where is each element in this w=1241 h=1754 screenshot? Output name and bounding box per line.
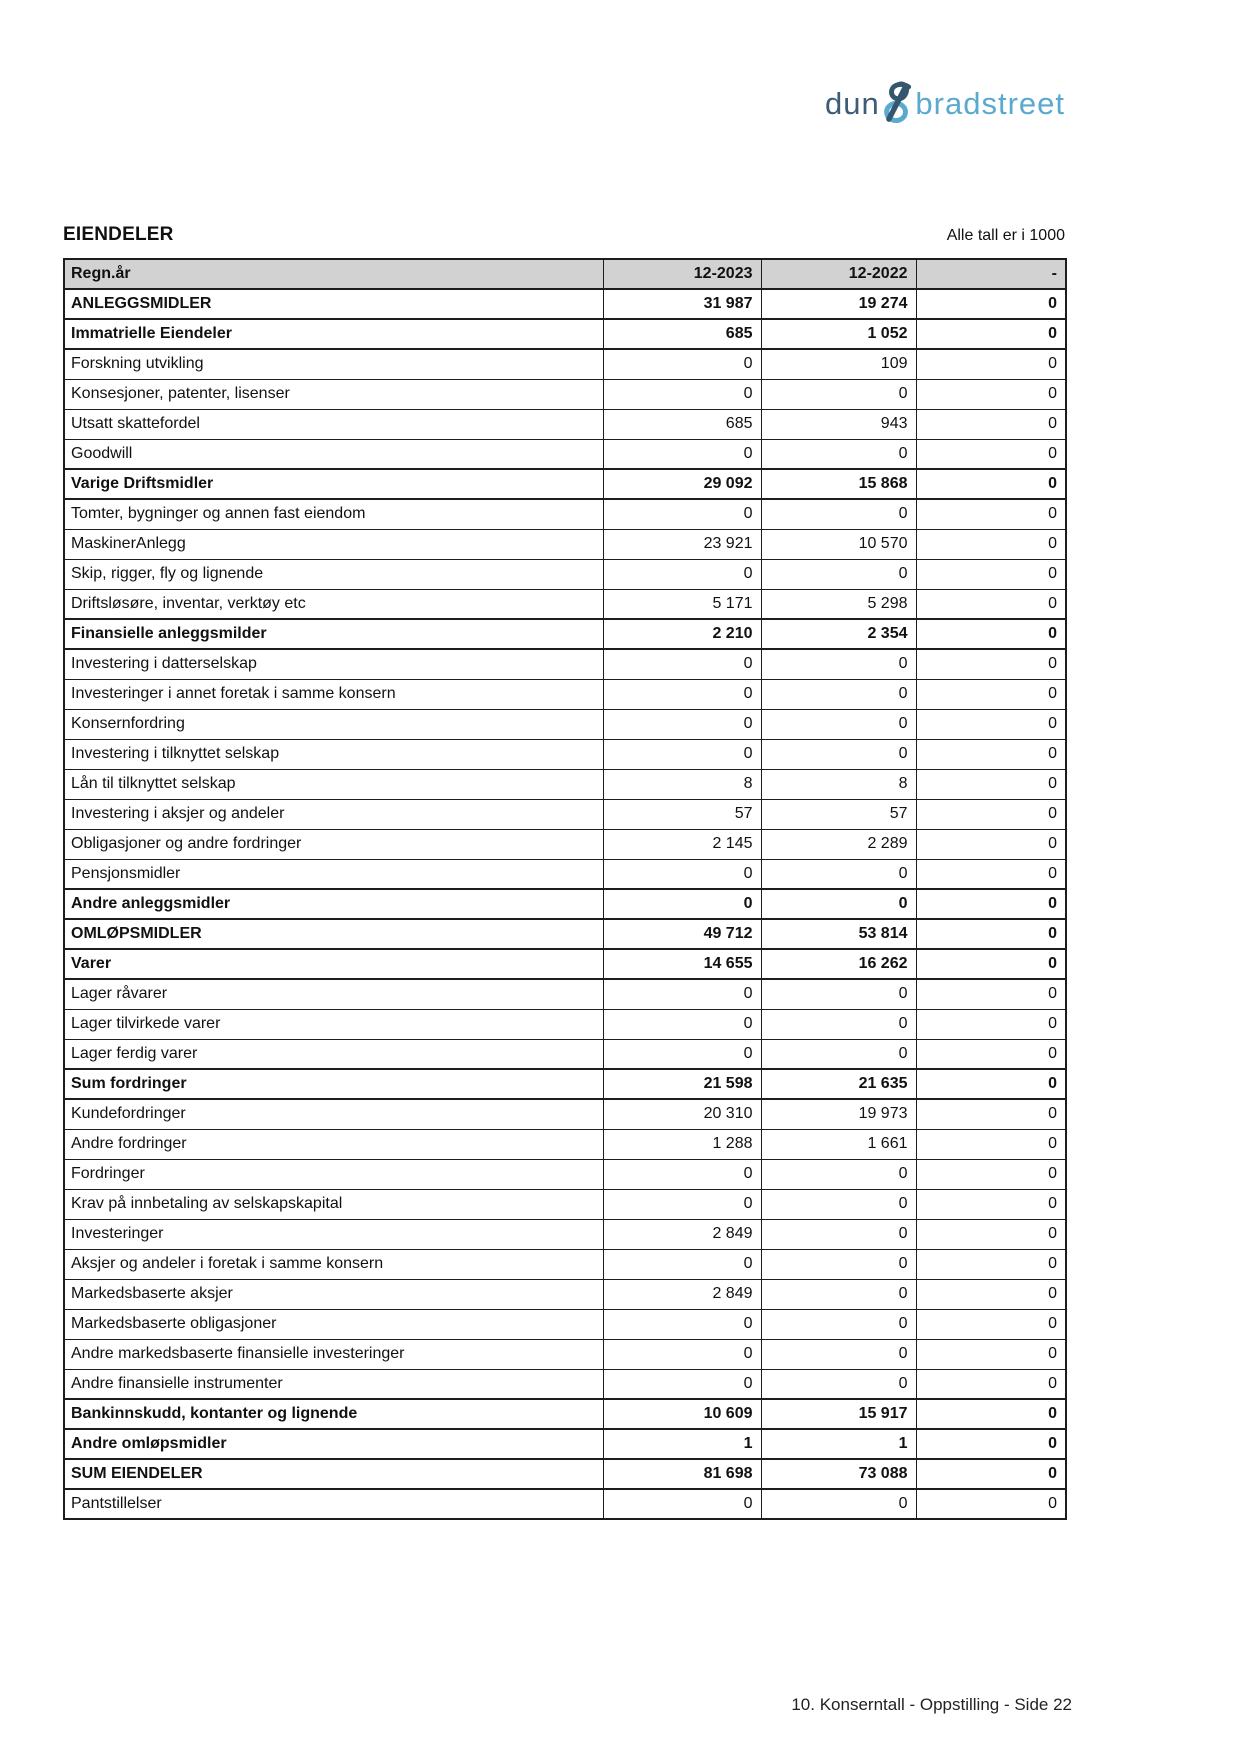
table-row (64, 1039, 1066, 1069)
value-cell-2022: 1 052 (761, 319, 916, 349)
value-cell-2022: 0 (761, 1009, 916, 1039)
table-row (64, 1309, 1066, 1339)
table-row (64, 1429, 1066, 1459)
value-cell-extra: 0 (916, 469, 1066, 499)
value-cell-2022: 0 (761, 439, 916, 469)
value-cell-2023: 0 (603, 709, 761, 739)
table-row (64, 1249, 1066, 1279)
value-cell-2022: 0 (761, 1159, 916, 1189)
value-cell-extra: 0 (916, 1339, 1066, 1369)
table-row (64, 319, 1066, 349)
table-row (64, 499, 1066, 529)
balance-sheet-table (63, 258, 1067, 1520)
table-row (64, 979, 1066, 1009)
value-cell-2023: 14 655 (603, 949, 761, 979)
row-label-cell: Andre finansielle instrumenter (64, 1369, 603, 1399)
row-label-cell: Lager ferdig varer (64, 1039, 603, 1069)
value-cell-2023: 0 (603, 1159, 761, 1189)
value-cell-2023: 685 (603, 319, 761, 349)
row-label-cell: Skip, rigger, fly og lignende (64, 559, 603, 589)
table-row (64, 709, 1066, 739)
value-cell-2022: 0 (761, 1279, 916, 1309)
value-cell-2022: 5 298 (761, 589, 916, 619)
row-label-cell: Investeringer (64, 1219, 603, 1249)
value-cell-2023: 29 092 (603, 469, 761, 499)
value-cell-2022: 73 088 (761, 1459, 916, 1489)
column-header-regnar: Regn.år (64, 259, 603, 289)
row-label-cell: Investering i aksjer og andeler (64, 799, 603, 829)
page-footer: 10. Konserntall - Oppstilling - Side 22 (791, 1695, 1072, 1714)
table-row (64, 1189, 1066, 1219)
value-cell-2023: 0 (603, 1039, 761, 1069)
row-label-cell: Driftsløsøre, inventar, verktøy etc (64, 589, 603, 619)
table-row (64, 1279, 1066, 1309)
value-cell-2023: 1 (603, 1429, 761, 1459)
value-cell-2023: 0 (603, 979, 761, 1009)
value-cell-2022: 0 (761, 649, 916, 679)
row-label-cell: Utsatt skattefordel (64, 409, 603, 439)
table-row (64, 949, 1066, 979)
value-cell-2023: 0 (603, 679, 761, 709)
value-cell-extra: 0 (916, 949, 1066, 979)
row-label-cell: Pensjonsmidler (64, 859, 603, 889)
value-cell-extra: 0 (916, 1249, 1066, 1279)
value-cell-2023: 0 (603, 1189, 761, 1219)
row-label-cell: Sum fordringer (64, 1069, 603, 1099)
row-label-cell: Finansielle anleggsmilder (64, 619, 603, 649)
value-cell-extra: 0 (916, 769, 1066, 799)
table-row (64, 679, 1066, 709)
value-cell-2022: 0 (761, 1309, 916, 1339)
value-cell-2023: 0 (603, 379, 761, 409)
table-row (64, 919, 1066, 949)
heading-row (63, 224, 1065, 246)
value-cell-extra: 0 (916, 679, 1066, 709)
value-cell-2022: 15 917 (761, 1399, 916, 1429)
column-header-2022: 12-2022 (761, 259, 916, 289)
value-cell-2023: 0 (603, 649, 761, 679)
table-header-row (64, 259, 1066, 289)
value-cell-2023: 0 (603, 1009, 761, 1039)
row-label-cell: Lager råvarer (64, 979, 603, 1009)
value-cell-2023: 81 698 (603, 1459, 761, 1489)
row-label-cell: Investering i tilknyttet selskap (64, 739, 603, 769)
value-cell-extra: 0 (916, 1489, 1066, 1519)
value-cell-2023: 49 712 (603, 919, 761, 949)
value-cell-2023: 2 210 (603, 619, 761, 649)
value-cell-extra: 0 (916, 349, 1066, 379)
row-label-cell: OMLØPSMIDLER (64, 919, 603, 949)
page-title: EIENDELER (63, 224, 174, 245)
value-cell-2022: 0 (761, 859, 916, 889)
value-cell-extra: 0 (916, 979, 1066, 1009)
row-label-cell: ANLEGGSMIDLER (64, 289, 603, 319)
value-cell-2023: 21 598 (603, 1069, 761, 1099)
table-row (64, 379, 1066, 409)
table-row (64, 409, 1066, 439)
table-row (64, 439, 1066, 469)
table-row (64, 739, 1066, 769)
value-cell-2022: 0 (761, 1489, 916, 1519)
value-cell-extra: 0 (916, 559, 1066, 589)
value-cell-extra: 0 (916, 649, 1066, 679)
value-cell-extra: 0 (916, 1369, 1066, 1399)
value-cell-2022: 15 868 (761, 469, 916, 499)
row-label-cell: Varige Driftsmidler (64, 469, 603, 499)
table-row (64, 289, 1066, 319)
value-cell-extra: 0 (916, 1219, 1066, 1249)
value-cell-2023: 2 849 (603, 1219, 761, 1249)
value-cell-2023: 0 (603, 439, 761, 469)
value-cell-2023: 0 (603, 1489, 761, 1519)
value-cell-2023: 10 609 (603, 1399, 761, 1429)
table-row (64, 469, 1066, 499)
table-row (64, 889, 1066, 919)
row-label-cell: Andre markedsbaserte finansielle investeringer (64, 1339, 603, 1369)
table-row (64, 1129, 1066, 1159)
row-label-cell: Tomter, bygninger og annen fast eiendom (64, 499, 603, 529)
value-cell-extra: 0 (916, 1159, 1066, 1189)
row-label-cell: Lån til tilknyttet selskap (64, 769, 603, 799)
value-cell-2022: 1 (761, 1429, 916, 1459)
value-cell-extra: 0 (916, 379, 1066, 409)
table-row (64, 619, 1066, 649)
value-cell-2023: 5 171 (603, 589, 761, 619)
value-cell-extra: 0 (916, 1129, 1066, 1159)
value-cell-extra: 0 (916, 1009, 1066, 1039)
table-row (64, 829, 1066, 859)
value-cell-2022: 1 661 (761, 1129, 916, 1159)
table-row (64, 1459, 1066, 1489)
table-row (64, 1219, 1066, 1249)
value-cell-extra: 0 (916, 799, 1066, 829)
value-cell-2022: 21 635 (761, 1069, 916, 1099)
value-cell-extra: 0 (916, 709, 1066, 739)
value-cell-2022: 0 (761, 1039, 916, 1069)
value-cell-2023: 0 (603, 1339, 761, 1369)
value-cell-2022: 53 814 (761, 919, 916, 949)
row-label-cell: MaskinerAnlegg (64, 529, 603, 559)
value-cell-2022: 2 289 (761, 829, 916, 859)
row-label-cell: Konsernfordring (64, 709, 603, 739)
row-label-cell: Investeringer i annet foretak i samme konsern (64, 679, 603, 709)
column-header-2023: 12-2023 (603, 259, 761, 289)
table-row (64, 1489, 1066, 1519)
value-cell-2023: 8 (603, 769, 761, 799)
value-cell-extra: 0 (916, 1459, 1066, 1489)
row-label-cell: Lager tilvirkede varer (64, 1009, 603, 1039)
value-cell-2023: 0 (603, 499, 761, 529)
value-cell-extra: 0 (916, 859, 1066, 889)
value-cell-2023: 0 (603, 559, 761, 589)
row-label-cell: Immatrielle Eiendeler (64, 319, 603, 349)
value-cell-2022: 0 (761, 1249, 916, 1279)
row-label-cell: Varer (64, 949, 603, 979)
table-row (64, 1399, 1066, 1429)
value-cell-2022: 0 (761, 709, 916, 739)
row-label-cell: Markedsbaserte obligasjoner (64, 1309, 603, 1339)
value-cell-2023: 0 (603, 1249, 761, 1279)
row-label-cell: Krav på innbetaling av selskapskapital (64, 1189, 603, 1219)
value-cell-2022: 57 (761, 799, 916, 829)
row-label-cell: Konsesjoner, patenter, lisenser (64, 379, 603, 409)
value-cell-2022: 19 274 (761, 289, 916, 319)
logo-word-dun: dun (825, 85, 880, 121)
value-cell-2022: 0 (761, 499, 916, 529)
value-cell-2022: 19 973 (761, 1099, 916, 1129)
value-cell-extra: 0 (916, 1309, 1066, 1339)
value-cell-2022: 0 (761, 679, 916, 709)
row-label-cell: Investering i datterselskap (64, 649, 603, 679)
value-cell-2023: 0 (603, 859, 761, 889)
value-cell-2023: 2 145 (603, 829, 761, 859)
value-cell-extra: 0 (916, 319, 1066, 349)
value-cell-extra: 0 (916, 499, 1066, 529)
value-cell-2022: 10 570 (761, 529, 916, 559)
value-cell-extra: 0 (916, 619, 1066, 649)
table-row (64, 1069, 1066, 1099)
value-cell-2022: 2 354 (761, 619, 916, 649)
value-cell-2023: 23 921 (603, 529, 761, 559)
value-cell-2022: 16 262 (761, 949, 916, 979)
value-cell-extra: 0 (916, 829, 1066, 859)
row-label-cell: Goodwill (64, 439, 603, 469)
dun-bradstreet-logo (825, 78, 1065, 128)
value-cell-extra: 0 (916, 1429, 1066, 1459)
table-row (64, 559, 1066, 589)
value-cell-extra: 0 (916, 1189, 1066, 1219)
value-cell-2023: 685 (603, 409, 761, 439)
value-cell-extra: 0 (916, 739, 1066, 769)
value-cell-2023: 0 (603, 739, 761, 769)
value-cell-2023: 0 (603, 1369, 761, 1399)
value-cell-2022: 943 (761, 409, 916, 439)
table-row (64, 1099, 1066, 1129)
value-cell-2022: 0 (761, 889, 916, 919)
units-note: Alle tall er i 1000 (946, 227, 1065, 244)
table-row (64, 1369, 1066, 1399)
value-cell-2022: 8 (761, 769, 916, 799)
value-cell-2022: 0 (761, 979, 916, 1009)
value-cell-extra: 0 (916, 1279, 1066, 1309)
row-label-cell: Aksjer og andeler i foretak i samme konsern (64, 1249, 603, 1279)
table-row (64, 1009, 1066, 1039)
value-cell-extra: 0 (916, 289, 1066, 319)
row-label-cell: Andre anleggsmidler (64, 889, 603, 919)
value-cell-2023: 0 (603, 1309, 761, 1339)
value-cell-extra: 0 (916, 409, 1066, 439)
value-cell-2022: 0 (761, 1189, 916, 1219)
table-body (64, 289, 1066, 1519)
row-label-cell: Fordringer (64, 1159, 603, 1189)
table-row (64, 589, 1066, 619)
value-cell-2022: 0 (761, 379, 916, 409)
value-cell-extra: 0 (916, 439, 1066, 469)
logo-word-bradstreet: bradstreet (915, 85, 1065, 121)
row-label-cell: Andre omløpsmidler (64, 1429, 603, 1459)
table-row (64, 799, 1066, 829)
value-cell-extra: 0 (916, 889, 1066, 919)
value-cell-2023: 2 849 (603, 1279, 761, 1309)
value-cell-extra: 0 (916, 589, 1066, 619)
column-header-dash: - (916, 259, 1066, 289)
value-cell-2023: 0 (603, 889, 761, 919)
row-label-cell: Kundefordringer (64, 1099, 603, 1129)
value-cell-2023: 1 288 (603, 1129, 761, 1159)
table-row (64, 649, 1066, 679)
value-cell-extra: 0 (916, 1039, 1066, 1069)
value-cell-2022: 0 (761, 1339, 916, 1369)
table-row (64, 1159, 1066, 1189)
row-label-cell: SUM EIENDELER (64, 1459, 603, 1489)
row-label-cell: Pantstillelser (64, 1489, 603, 1519)
table-row (64, 349, 1066, 379)
value-cell-extra: 0 (916, 529, 1066, 559)
row-label-cell: Andre fordringer (64, 1129, 603, 1159)
value-cell-2022: 0 (761, 1369, 916, 1399)
value-cell-2023: 20 310 (603, 1099, 761, 1129)
value-cell-2023: 31 987 (603, 289, 761, 319)
row-label-cell: Bankinnskudd, kontanter og lignende (64, 1399, 603, 1429)
value-cell-extra: 0 (916, 919, 1066, 949)
value-cell-2023: 57 (603, 799, 761, 829)
table-row (64, 769, 1066, 799)
value-cell-2022: 109 (761, 349, 916, 379)
row-label-cell: Obligasjoner og andre fordringer (64, 829, 603, 859)
value-cell-extra: 0 (916, 1069, 1066, 1099)
value-cell-2023: 0 (603, 349, 761, 379)
value-cell-2022: 0 (761, 1219, 916, 1249)
table-row (64, 859, 1066, 889)
value-cell-extra: 0 (916, 1399, 1066, 1429)
row-label-cell: Forskning utvikling (64, 349, 603, 379)
table-row (64, 1339, 1066, 1369)
row-label-cell: Markedsbaserte aksjer (64, 1279, 603, 1309)
value-cell-2022: 0 (761, 739, 916, 769)
table-row (64, 529, 1066, 559)
value-cell-2022: 0 (761, 559, 916, 589)
ampersand-icon (879, 78, 917, 128)
value-cell-extra: 0 (916, 1099, 1066, 1129)
